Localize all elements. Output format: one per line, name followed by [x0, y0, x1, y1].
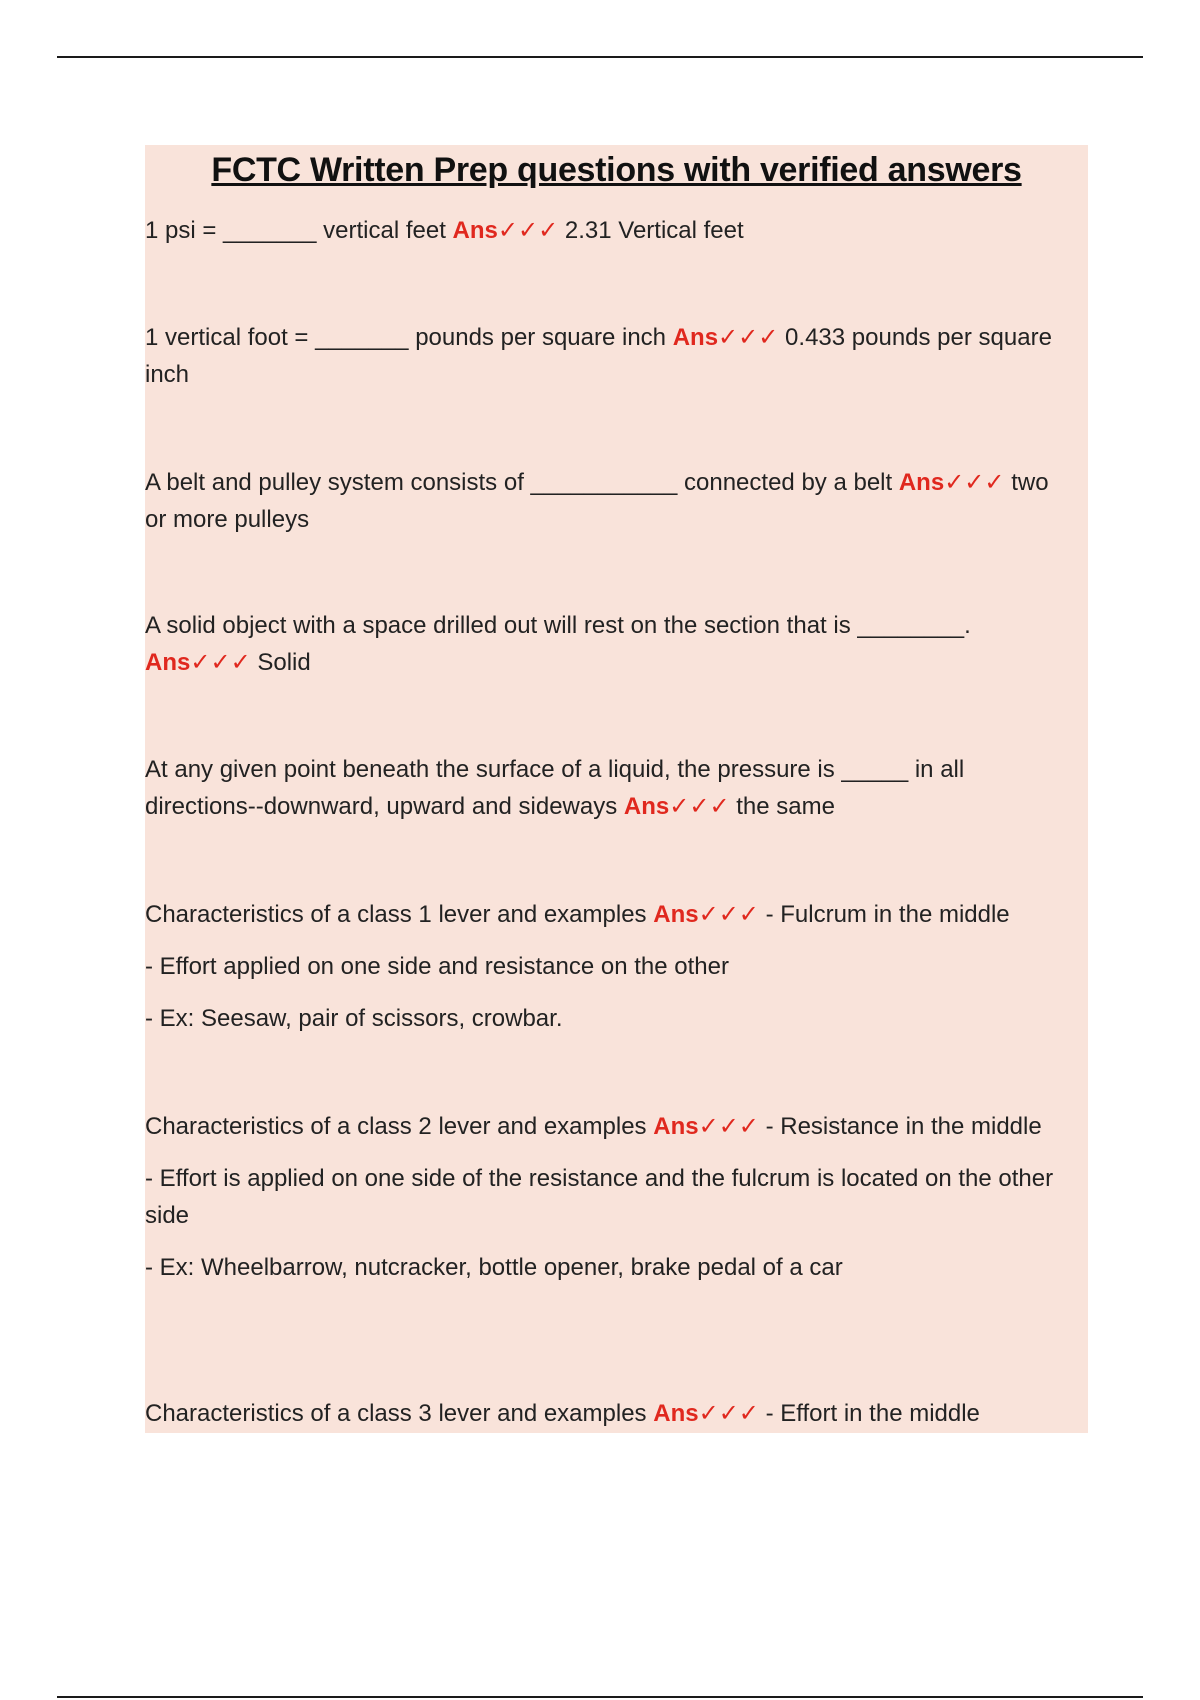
answer-label: Ans [672, 324, 719, 351]
qa-item [145, 607, 1075, 681]
check-marks: ✓✓✓ [698, 1113, 759, 1140]
qa-item [145, 751, 1075, 825]
check-marks: ✓✓✓ [944, 469, 1005, 496]
answer-text: 2.31 Vertical feet [564, 217, 744, 244]
answer-label: Ans [145, 649, 191, 676]
check-marks: ✓✓✓ [669, 793, 730, 820]
answer-text: 0.433 pounds per square inch [145, 324, 1052, 388]
answer-text: - Effort in the middle [765, 1400, 980, 1427]
answer-label: Ans [623, 793, 670, 820]
check-marks: ✓✓✓ [698, 901, 759, 928]
question-text: At any given point beneath the surface of a liquid, the pressure is _____ in all directions--downward, upward and sideways [145, 756, 965, 820]
answer-text: - Resistance in the middle [765, 1113, 1042, 1140]
qa-item [145, 1395, 1075, 1432]
qa-item [145, 896, 1075, 1037]
answer-detail: - Ex: Seesaw, pair of scissors, crowbar. [145, 1005, 563, 1032]
qa-item [145, 1108, 1075, 1286]
question-text: Characteristics of a class 2 lever and examples [145, 1113, 647, 1140]
answer-detail: - Effort is applied on one side of the resistance and the fulcrum is located on the other side [145, 1165, 1054, 1229]
qa-item [145, 319, 1075, 393]
question-text: A solid object with a space drilled out will rest on the section that is ________. [145, 612, 971, 639]
qa-item [145, 464, 1075, 538]
answer-label: Ans [898, 469, 945, 496]
check-marks: ✓✓✓ [497, 217, 559, 244]
check-marks: ✓✓✓ [718, 324, 779, 351]
question-text: 1 psi = _______ vertical feet [145, 217, 446, 244]
answer-label: Ans [653, 901, 699, 928]
document-body [145, 145, 1088, 1433]
answer-text: - Fulcrum in the middle [765, 901, 1010, 928]
question-text: Characteristics of a class 1 lever and examples [145, 901, 647, 928]
answer-text: Solid [257, 649, 311, 676]
answer-text: two or more pulleys [145, 469, 1049, 533]
answer-detail: - Ex: Wheelbarrow, nutcracker, bottle opener, brake pedal of a car [145, 1254, 843, 1281]
answer-label: Ans [653, 1113, 699, 1140]
header-rule [57, 56, 1143, 58]
question-text: A belt and pulley system consists of ___________ connected by a belt [145, 469, 893, 496]
answer-label: Ans [653, 1400, 699, 1427]
page-title: FCTC Written Prep questions with verified answers [211, 151, 1022, 189]
check-marks: ✓✓✓ [190, 649, 251, 676]
question-text: Characteristics of a class 3 lever and examples [145, 1400, 647, 1427]
answer-detail: - Effort applied on one side and resistance on the other [145, 953, 729, 980]
answer-label: Ans [452, 217, 498, 244]
question-text: 1 vertical foot = _______ pounds per square inch [145, 324, 667, 351]
check-marks: ✓✓✓ [698, 1400, 759, 1427]
footer-rule [57, 1696, 1143, 1698]
answer-text: the same [736, 793, 835, 820]
qa-item [145, 212, 1075, 249]
